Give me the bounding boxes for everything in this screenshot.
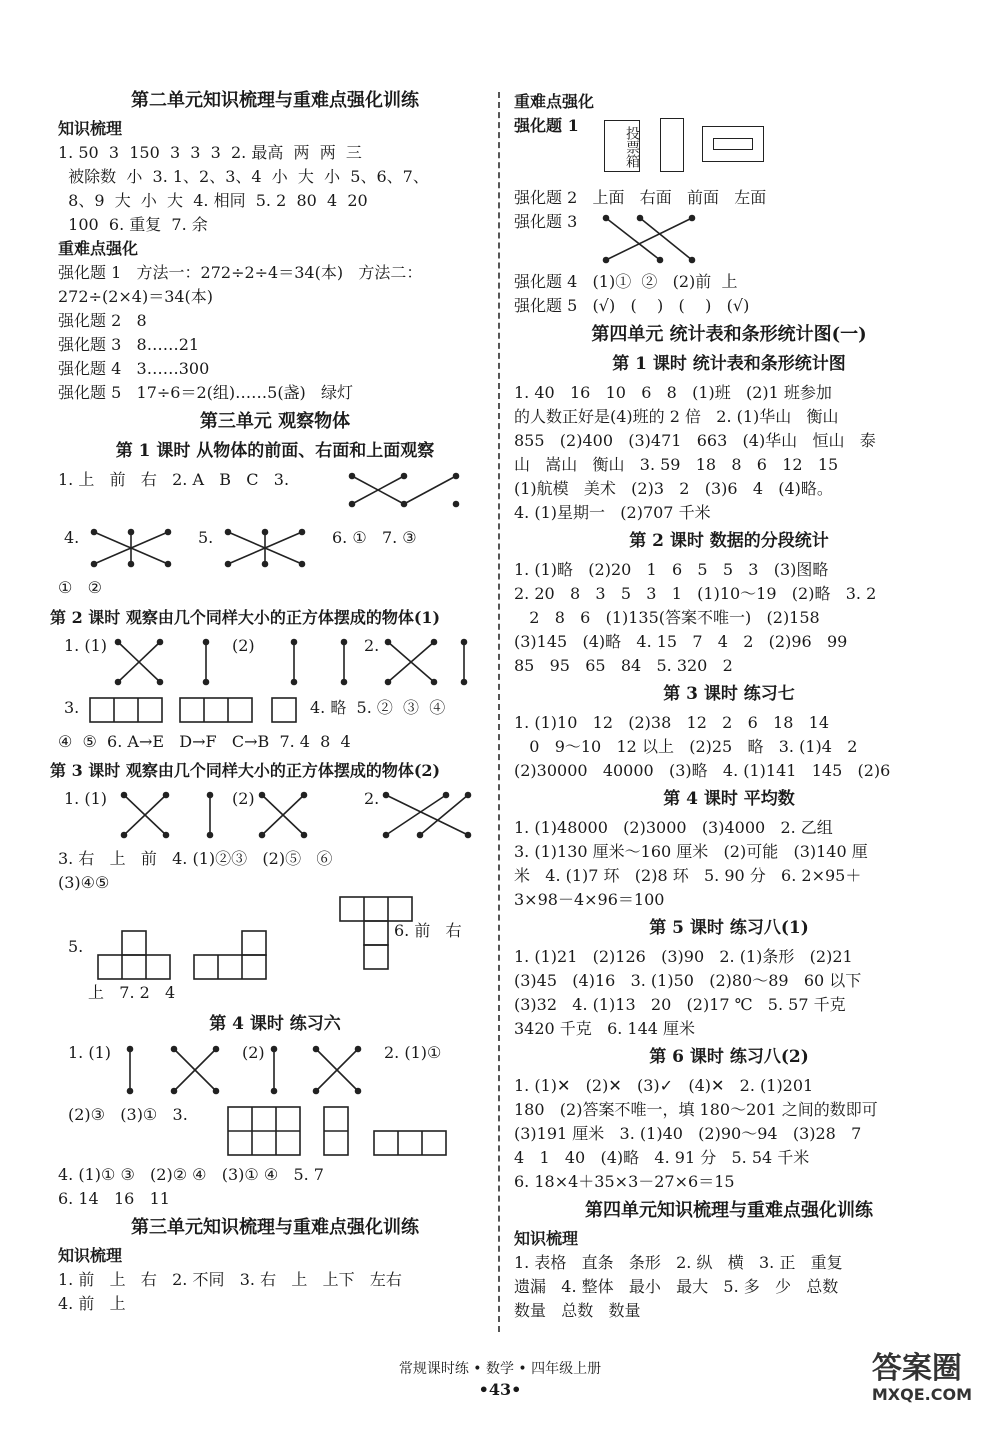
lesson3-row-d <box>58 895 492 981</box>
answer-line: (2) <box>232 789 255 808</box>
lesson1-row-a <box>58 468 492 526</box>
lesson3-row-a <box>58 787 492 847</box>
answer-line: (3)32 4. (1)13 20 (2)17 ℃ 5. 57 千克 <box>514 995 846 1014</box>
answer-line: 4. <box>64 528 80 547</box>
unit3-review-title: 第三单元知识梳理与重难点强化训练 <box>131 1217 419 1238</box>
watermark-text: 答案圈 <box>871 1351 962 1386</box>
answer-line: ① ② <box>58 578 102 597</box>
ballot-box-front-view: 投票箱 <box>604 120 640 172</box>
right-column <box>514 90 944 1323</box>
q3-row <box>514 210 944 270</box>
answer-line: 强化题 3 <box>514 212 578 231</box>
answer-line: 1. 表格 直条 条形 2. 纵 横 3. 正 重复 <box>514 1253 843 1272</box>
answer-line: 4. 略 5. ② ③ ④ <box>310 698 446 717</box>
answer-line: 上 7. 2 4 <box>88 983 176 1002</box>
cross-lines-figure <box>256 791 310 839</box>
lesson1-title: 第 1 课时 从物体的前面、右面和上面观察 <box>115 441 435 461</box>
answer-line: 2. <box>364 789 380 808</box>
cube-views-figure <box>88 696 328 726</box>
cross-lines-figure <box>168 1045 222 1095</box>
answer-line: 强化题 2 上面 右面 前面 左面 <box>514 188 767 207</box>
unit3-key-label: 重难点强化 <box>514 92 595 111</box>
answer-line: 遗漏 4. 整体 最小 最大 5. 多 少 总数 <box>514 1277 839 1296</box>
answer-line: 2. 20 8 3 5 3 1 (1)10～19 (2)略 3. 2 <box>514 584 877 603</box>
answer-line: (2)③ (3)① 3. <box>68 1105 188 1124</box>
answer-line: 强化题 4 (1)① ② (2)前 上 <box>514 272 738 291</box>
r-lesson2-title: 第 2 课时 数据的分段统计 <box>629 531 829 551</box>
answer-line: 4. (1)① ③ (2)② ④ (3)① ④ 5. 7 <box>58 1165 324 1184</box>
answer-line: 6. ① 7. ③ <box>332 528 417 547</box>
answer-line: 强化题 5 17÷6＝2(组)……5(盏) 绿灯 <box>58 383 354 402</box>
answer-line: 强化题 3 8……21 <box>58 335 200 354</box>
r-lesson5-title: 第 5 课时 练习八(1) <box>649 918 809 938</box>
answer-line: 4. 前 上 <box>58 1294 126 1313</box>
answer-line: 1. 50 3 150 3 3 3 2. 最高 两 两 三 <box>58 143 362 162</box>
answer-line: (1)航模 美术 (2)3 2 (3)6 4 (4)略。 <box>514 479 833 498</box>
lesson2-row-b <box>58 694 492 730</box>
answer-line: 1. 上 前 右 2. A B C 3. <box>58 470 290 489</box>
answer-line: 数量 总数 数量 <box>514 1301 641 1320</box>
answer-line: (2)30000 40000 (3)略 4. (1)141 145 (2)6 <box>514 761 891 780</box>
answer-line: 100 6. 重复 7. 余 <box>58 215 208 234</box>
answer-line: 1. 前 上 右 2. 不同 3. 右 上 上下 左右 <box>58 1270 402 1289</box>
unit2-knowledge-label: 知识梳理 <box>58 119 123 138</box>
page-number: •43• <box>478 1380 522 1399</box>
cross-lines-figure <box>112 638 166 686</box>
answer-line: 5. <box>68 937 84 956</box>
vertical-line-figure <box>268 1045 280 1095</box>
answer-line: 3420 千克 6. 144 厘米 <box>514 1019 696 1038</box>
lesson2-row-a <box>58 634 492 694</box>
answer-line: 4. (1)星期一 (2)707 千米 <box>514 503 711 522</box>
answer-line: (3)145 (4)略 4. 15 7 4 2 (2)96 99 <box>514 632 848 651</box>
left-column <box>50 84 492 1316</box>
vertical-line-figure <box>204 791 216 839</box>
lesson4-title: 第 4 课时 练习六 <box>209 1014 341 1034</box>
answer-line: 强化题 2 8 <box>58 311 147 330</box>
star-lines-figure <box>88 526 174 570</box>
answer-line: 强化题 4 3……300 <box>58 359 210 378</box>
cube-views-figure <box>226 1105 470 1159</box>
answer-line: 0 9～10 12 以上 (2)25 略 3. (1)4 2 <box>514 737 858 756</box>
unit3-knowledge-label: 知识梳理 <box>58 1246 123 1265</box>
answer-line: 1. (1)21 (2)126 (3)90 2. (1)条形 (2)21 <box>514 947 853 966</box>
vertical-line-figure <box>458 638 470 686</box>
answer-line: 3. 右 上 前 4. (1)②③ (2)⑤ ⑥ <box>58 849 333 868</box>
answer-line: 3×98－4×96＝100 <box>514 890 665 909</box>
answer-line: 3. (1)130 厘米～160 厘米 (2)可能 (3)140 厘 <box>514 842 868 861</box>
answer-line: (3)191 厘米 3. (1)40 (2)90～94 (3)28 7 <box>514 1124 862 1143</box>
answer-line: 5. <box>198 528 214 547</box>
unit4-knowledge-label: 知识梳理 <box>514 1229 579 1248</box>
slot-icon <box>713 138 753 150</box>
answer-line: 1. 40 16 10 6 8 (1)班 (2)1 班参加 <box>514 383 832 402</box>
vertical-line-figure <box>200 638 212 686</box>
answer-line: (2) <box>232 636 255 655</box>
answer-line: 85 95 65 84 5. 320 2 <box>514 656 733 675</box>
answer-line: 1. (1)48000 (2)3000 (3)4000 2. 乙组 <box>514 818 833 837</box>
answer-line: 1. (1) <box>68 1043 112 1062</box>
answer-line: 1. (1) <box>64 636 108 655</box>
lesson4-row-a <box>58 1041 492 1103</box>
answer-line: ④ ⑤ 6. A→E D→F C→B 7. 4 8 4 <box>58 732 351 751</box>
answer-line: 2 8 6 (1)135(答案不唯一) (2)158 <box>514 608 820 627</box>
answer-line: (2) <box>242 1043 265 1062</box>
answer-line: 1. (1)✕ (2)✕ (3)✓ (4)✕ 2. (1)201 <box>514 1076 814 1095</box>
answer-line: 强化题 5 (√) ( ) ( ) (√) <box>514 296 750 315</box>
answer-line: 4 1 40 (4)略 4. 91 分 5. 54 千米 <box>514 1148 810 1167</box>
vertical-line-figure <box>338 638 350 686</box>
star-lines-figure <box>222 526 308 570</box>
r-lesson1-title: 第 1 课时 统计表和条形统计图 <box>612 354 846 374</box>
q1-row <box>514 114 944 186</box>
answer-line: 272÷(2×4)＝34(本) <box>58 287 214 306</box>
lesson3-title: 第 3 课时 观察由几个同样大小的正方体摆成的物体(2) <box>50 761 441 780</box>
watermark-url: MXQE.COM <box>871 1385 972 1404</box>
cube-views-figure <box>96 895 440 981</box>
answer-line: 180 (2)答案不唯一，填 180～201 之间的数即可 <box>514 1100 878 1119</box>
answer-line: 1. (1)10 12 (2)38 12 2 6 18 14 <box>514 713 829 732</box>
ballot-box-top-view <box>702 126 764 162</box>
answer-line: 1. (1)略 (2)20 1 6 5 5 3 (3)图略 <box>514 560 829 579</box>
column-divider <box>498 92 500 1332</box>
matching-lines-figure <box>600 214 698 266</box>
cross-lines-figure <box>118 791 172 839</box>
lesson2-title: 第 2 课时 观察由几个同样大小的正方体摆成的物体(1) <box>50 608 441 627</box>
answer-line: 山 嵩山 衡山 3. 59 18 8 6 12 15 <box>514 455 839 474</box>
r-lesson6-title: 第 6 课时 练习八(2) <box>649 1047 809 1067</box>
answer-line: (3)④⑤ <box>58 873 110 892</box>
answer-line: 1. (1) <box>64 789 108 808</box>
answer-line: 855 (2)400 (3)471 663 (4)华山 恒山 泰 <box>514 431 876 450</box>
lesson1-row-b <box>58 526 492 576</box>
watermark-logo <box>872 1352 972 1404</box>
r-lesson4-title: 第 4 课时 平均数 <box>663 789 795 809</box>
answer-line: 8、9 大 小 大 4. 相同 5. 2 80 4 20 <box>58 191 368 210</box>
footer-book-title: 常规课时练 • 数学 • 四年级上册 <box>398 1361 602 1377</box>
answer-line: 2. (1)① <box>384 1043 442 1062</box>
answer-line: (3)45 (4)16 3. (1)50 (2)80～89 60 以下 <box>514 971 862 990</box>
answer-line: 6. 18×4＋35×3－27×6＝15 <box>514 1172 735 1191</box>
matching-lines-figure <box>346 472 466 510</box>
answer-line: 6. 14 16 11 <box>58 1189 170 1208</box>
r-lesson3-title: 第 3 课时 练习七 <box>663 684 795 704</box>
vertical-line-figure <box>124 1045 136 1095</box>
answer-line: 强化题 1 <box>514 116 579 135</box>
unit4-review-title: 第四单元知识梳理与重难点强化训练 <box>585 1200 873 1221</box>
cross-lines-figure <box>310 1045 364 1095</box>
cross-lines-figure <box>380 791 474 839</box>
unit2-review-title: 第二单元知识梳理与重难点强化训练 <box>131 90 419 111</box>
unit4-title: 第四单元 统计表和条形统计图(一) <box>591 324 867 345</box>
ballot-box-side-view <box>660 118 684 172</box>
vertical-line-figure <box>288 638 300 686</box>
answer-line: 米 4. (1)7 环 (2)8 环 5. 90 分 6. 2×95＋ <box>514 866 862 885</box>
answer-line: 的人数正好是(4)班的 2 倍 2. (1)华山 衡山 <box>514 407 839 426</box>
answer-line: 3. <box>64 698 80 717</box>
answer-line: 6. 前 右 <box>394 921 462 940</box>
answer-line: 2. <box>364 636 380 655</box>
unit3-title: 第三单元 观察物体 <box>199 411 351 432</box>
answer-line: 强化题 1 方法一：272÷2÷4＝34(本) 方法二： <box>58 263 423 282</box>
lesson4-row-b <box>58 1103 492 1163</box>
cross-lines-figure <box>382 638 440 686</box>
answer-line: 被除数 小 3. 1、2、3、4 小 大 小 5、6、7、 <box>58 167 429 186</box>
unit2-key-label: 重难点强化 <box>58 239 139 258</box>
